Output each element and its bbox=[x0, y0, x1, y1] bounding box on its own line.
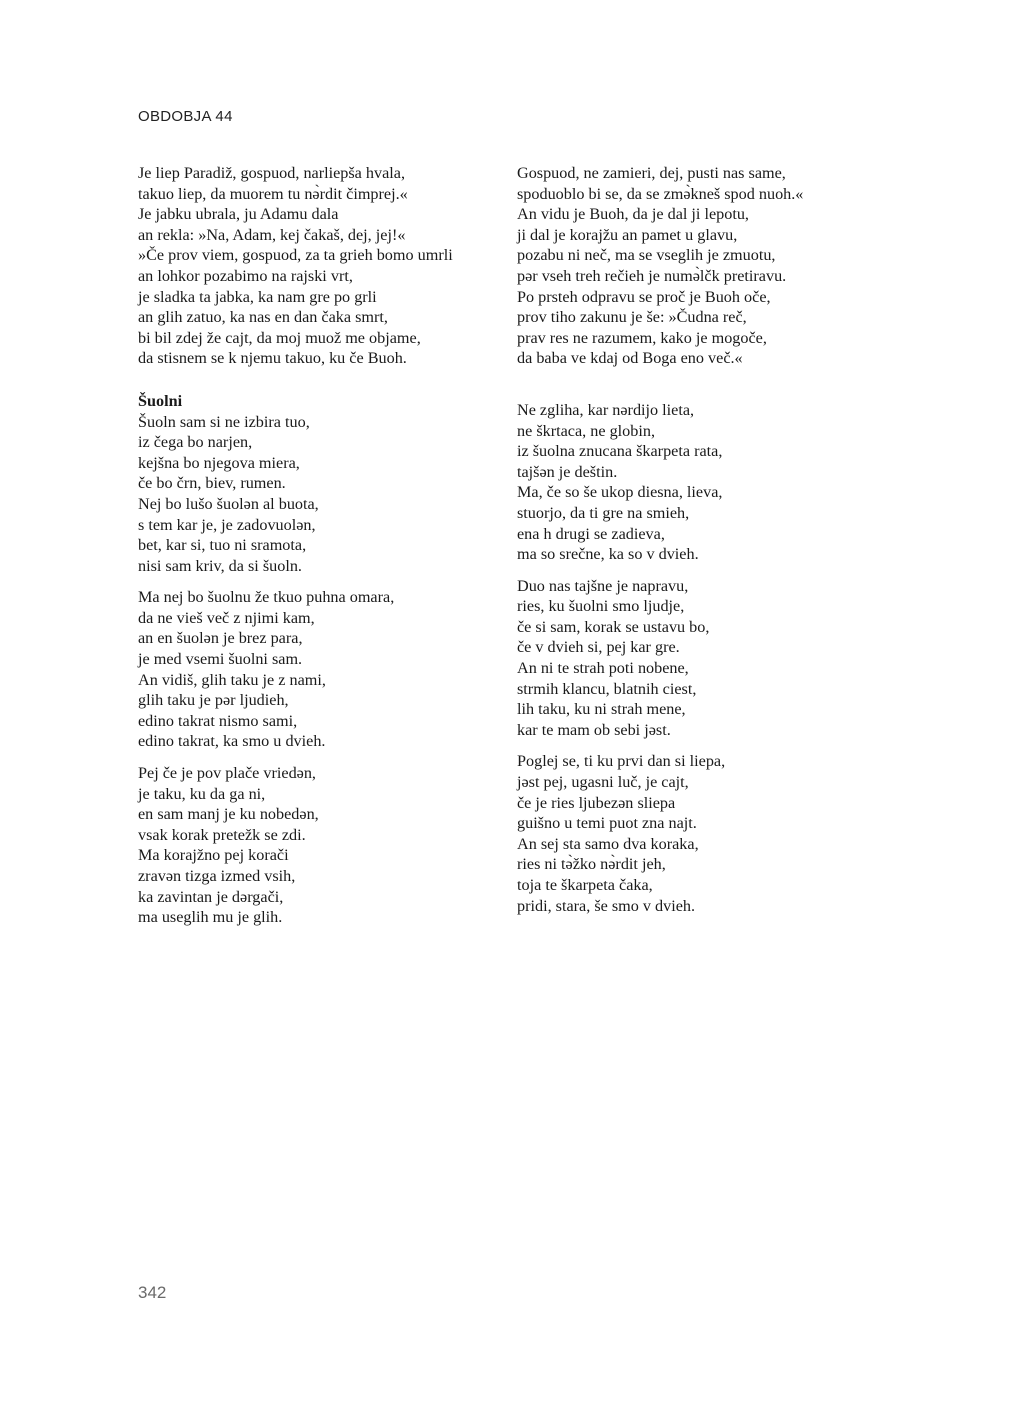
stanza bbox=[517, 576, 897, 741]
verse-line: s tem kar je, je zadovuolən, bbox=[138, 515, 316, 534]
verse-line: iz čega bo narjen, bbox=[138, 433, 253, 452]
verse-line: spoduoblo bi se, da se zmə̀kneš spod nuoh.« bbox=[517, 184, 804, 203]
verse-line: An sej sta samo dva koraka, bbox=[517, 834, 699, 853]
verse-line: strmih klancu, blatnih ciest, bbox=[517, 679, 697, 698]
verse-line: An ni te strah poti nobene, bbox=[517, 659, 689, 678]
verse-line: edino takrat nismo sami, bbox=[138, 711, 298, 730]
verse-line: če je ries ljubezən sliepa bbox=[517, 793, 676, 812]
verse-line: ries, ku šuolni smo ljudje, bbox=[517, 597, 685, 616]
verse-line: da baba ve kdaj od Boga eno več.« bbox=[517, 349, 743, 368]
verse-line: ma so srečne, ka so v dvieh. bbox=[517, 545, 699, 564]
verse-line: jəst pej, ugasni luč, je cajt, bbox=[517, 773, 689, 792]
verse-line: pridi, stara, še smo v dvieh. bbox=[517, 896, 696, 915]
verse-line: da stisnem se k njemu takuo, ku če Buoh. bbox=[138, 349, 407, 368]
verse-line: Ma nej bo šuolnu že tkuo puhna omara, bbox=[138, 588, 395, 607]
verse-line: ena h drugi se zadieva, bbox=[517, 524, 665, 543]
verse-line: takuo liep, da muorem tu nə̀rdit čimprej.« bbox=[138, 184, 408, 203]
verse-line: an glih zatuo, ka nas en dan čaka smrt, bbox=[138, 308, 388, 327]
verse-line: edino takrat, ka smo u dvieh. bbox=[138, 732, 326, 751]
verse-line: kar te mam ob sebi jəst. bbox=[517, 720, 671, 739]
page-number: 342 bbox=[138, 1283, 167, 1302]
verse-line: kejšna bo njegova miera, bbox=[138, 453, 300, 472]
verse-line: če v dvieh si, pej kar gre. bbox=[517, 638, 680, 657]
verse-line: tajšən je deštin. bbox=[517, 462, 618, 481]
verse-line: Šuoln sam si ne izbira tuo, bbox=[138, 412, 310, 431]
stanza bbox=[517, 163, 897, 369]
verse-line: guišno u temi puot zna najt. bbox=[517, 814, 697, 833]
verse-line: ka zavintan je dərgači, bbox=[138, 887, 284, 906]
verse-line: An vidiš, glih taku je z nami, bbox=[138, 670, 326, 689]
verse-line: Ma korajžno pej korači bbox=[138, 846, 289, 865]
verse-line: če bo črn, biev, rumen. bbox=[138, 474, 286, 493]
stanza bbox=[138, 587, 508, 752]
verse-line: toja te škarpeta čaka, bbox=[517, 876, 653, 894]
verse-line: ma useglih mu je glih. bbox=[138, 908, 283, 927]
verse-line: Ma, če so še ukop diesna, lieva, bbox=[517, 483, 723, 502]
verse-line: lih taku, ku ni strah mene, bbox=[517, 700, 686, 719]
left-column bbox=[138, 163, 508, 939]
verse-line: Ne zgliha, kar nərdijo lieta, bbox=[517, 400, 695, 419]
verse-line: an en šuolən je brez para, bbox=[138, 629, 303, 648]
verse-line: zravən tizga izmed vsih, bbox=[138, 867, 296, 885]
verse-line: Nej bo lušo šuolən al buota, bbox=[138, 494, 319, 513]
verse-line: bi bil zdej že cajt, da moj muož me objame, bbox=[138, 328, 421, 347]
stanza bbox=[517, 400, 897, 565]
verse-line: glih taku je pər ljudieh, bbox=[138, 691, 289, 710]
verse-line: Poglej se, ti ku prvi dan si liepa, bbox=[517, 752, 726, 771]
verse-line: ne škrtaca, ne globin, bbox=[517, 421, 655, 440]
verse-line: stuorjo, da ti gre na smieh, bbox=[517, 503, 690, 522]
verse-line: Pej če je pov plače vriedən, bbox=[138, 764, 316, 783]
stanza bbox=[517, 751, 897, 916]
verse-line: pozabu ni neč, ma se vseglih je zmuotu, bbox=[517, 246, 776, 265]
verse-line: an rekla: »Na, Adam, kej čakaš, dej, jej!« bbox=[138, 225, 406, 244]
verse-line: bet, kar si, tuo ni sramota, bbox=[138, 536, 307, 555]
verse-line: An vidu je Buoh, da je dal ji lepotu, bbox=[517, 205, 749, 224]
verse-line: prav res ne razumem, kako je mogoče, bbox=[517, 328, 767, 347]
verse-line: Je jabku ubrala, ju Adamu dala bbox=[138, 205, 339, 224]
verse-line: ji dal je korajžu an pamet u glavu, bbox=[517, 225, 738, 244]
verse-line: prov tiho zakunu je še: »Čudna reč, bbox=[517, 308, 747, 327]
verse-line: Je liep Paradiž, gospuod, narliepša hvala, bbox=[138, 164, 406, 182]
verse-line: je sladka ta jabka, ka nam gre po grli bbox=[138, 287, 377, 306]
verse-line: Po prsteh odpravu se proč je Buoh oče, bbox=[517, 287, 771, 306]
verse-line: nisi sam kriv, da si šuoln. bbox=[138, 556, 302, 575]
verse-line: da ne vieš več z njimi kam, bbox=[138, 608, 315, 627]
verse-line: pər vseh treh rečieh je numə̀lčk pretiravu. bbox=[517, 266, 787, 285]
stanza bbox=[138, 391, 508, 576]
stanza bbox=[138, 763, 508, 928]
verse-line: ries ni tə̀žko nə̀rdit jeh, bbox=[517, 855, 666, 874]
verse-line: Duo nas tajšne je napravu, bbox=[517, 576, 689, 595]
verse-line: če si sam, korak se ustavu bo, bbox=[517, 617, 710, 636]
verse-line: vsak korak pretežk se zdi. bbox=[138, 825, 306, 844]
verse-line: en sam manj je ku nobedən, bbox=[138, 805, 319, 824]
verse-line: »Če prov viem, gospuod, za ta grieh bomo umrli bbox=[138, 246, 453, 265]
stanza bbox=[138, 163, 508, 369]
right-column bbox=[517, 163, 897, 927]
verse-line: je med vsemi šuolni sam. bbox=[138, 650, 303, 669]
verse-line: Gospuod, ne zamieri, dej, pusti nas same, bbox=[517, 164, 786, 182]
verse-line: je taku, ku da ga ni, bbox=[138, 784, 266, 803]
verse-line: an lohkor pozabimo na rajski vrt, bbox=[138, 266, 353, 285]
poem-title: Šuolni bbox=[138, 391, 183, 410]
verse-line: iz šuolna znucana škarpeta rata, bbox=[517, 442, 723, 461]
running-header: OBDOBJA 44 bbox=[138, 108, 233, 125]
